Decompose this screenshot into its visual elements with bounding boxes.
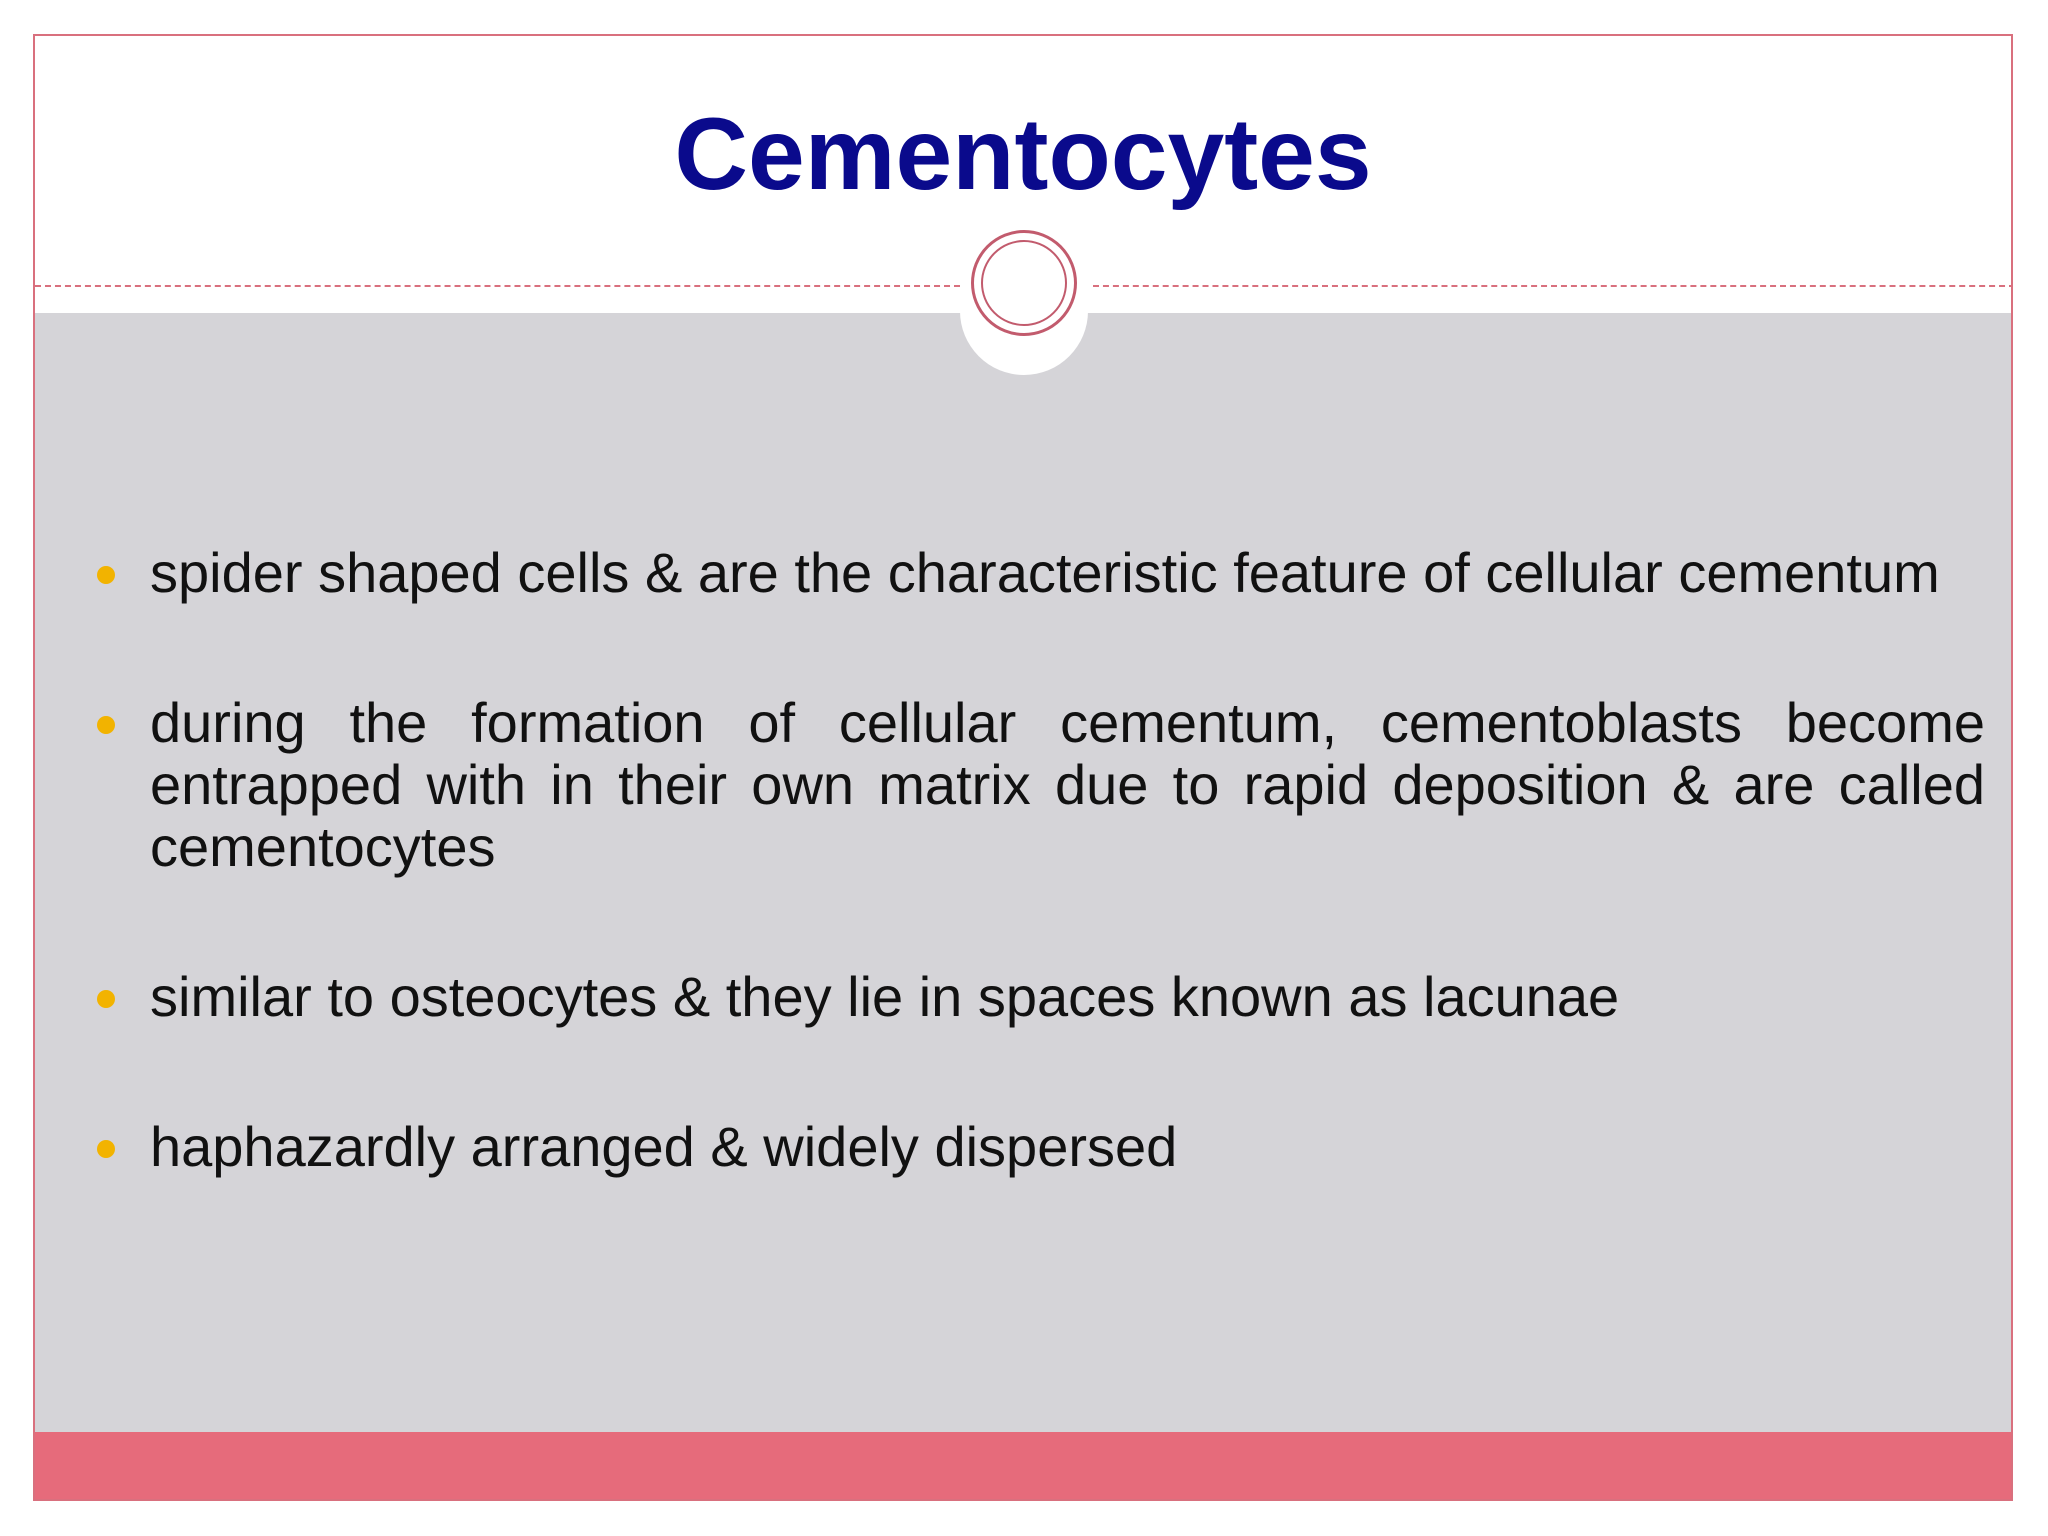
- bullet-item: [150, 542, 1985, 604]
- bullet-text: spider shaped cells & are the characteristic feature of cellular cementum: [150, 541, 1940, 604]
- title-divider-right: [1093, 285, 2013, 287]
- bullet-text: similar to osteocytes & they lie in spaces known as lacunae: [150, 965, 1620, 1028]
- bullet-item: [150, 692, 1985, 878]
- circle-ornament-inner: [981, 240, 1067, 326]
- bullet-list: [150, 542, 1985, 1178]
- slide: [33, 34, 2013, 1501]
- bullet-item: [150, 1116, 1985, 1178]
- title-divider-left: [35, 285, 960, 287]
- bullet-dot-icon: [97, 990, 115, 1008]
- bullet-item: [150, 966, 1985, 1028]
- bullet-dot-icon: [97, 566, 115, 584]
- circle-ornament-icon: [971, 230, 1077, 336]
- bullet-text: during the formation of cellular cementum, cementoblasts become entrapped with in their own matrix due to rapid deposition & are called cementocytes: [150, 691, 1985, 878]
- bullet-text: haphazardly arranged & widely dispersed: [150, 1115, 1178, 1178]
- bullet-dot-icon: [97, 1140, 115, 1158]
- bullet-dot-icon: [97, 716, 115, 734]
- slide-title: Cementocytes: [674, 97, 1372, 211]
- footer-band: [35, 1432, 2011, 1501]
